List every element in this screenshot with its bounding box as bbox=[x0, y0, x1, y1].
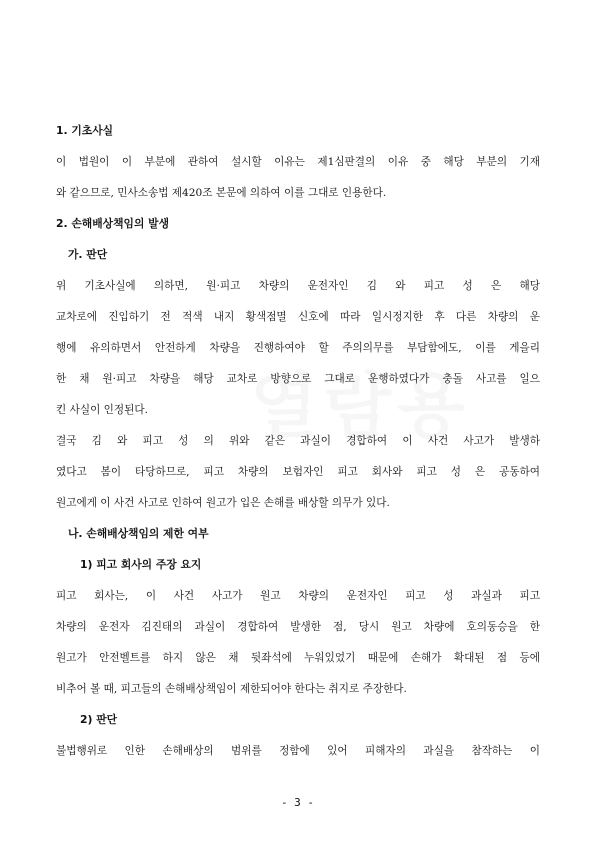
section-heading-liability: 2. 손해배상책임의 발생 bbox=[56, 217, 169, 230]
item-heading-defendant-claim: 1) 피고 회사의 주장 요지 bbox=[80, 558, 202, 571]
item-heading-judgment: 2) 판단 bbox=[80, 713, 118, 726]
paragraph-line: 이 법원이 이 부분에 관하여 설시할 이유는 제1심판결의 이유 중 해당 부분의 기재 bbox=[56, 156, 540, 168]
paragraph-line: 원고에게 이 사건 사고로 인하여 원고가 입은 손해를 배상할 의무가 있다. bbox=[56, 497, 390, 509]
paragraph-line: 결국 김 와 피고 성 의 위와 같은 과실이 경합하여 이 사건 사고가 발생하 bbox=[56, 435, 540, 447]
paragraph-line: 킨 사실이 인정된다. bbox=[56, 404, 148, 416]
paragraph-line: 원고가 안전벨트를 하지 않은 채 뒷좌석에 누워있었기 때문에 손해가 확대된 점 등에 bbox=[56, 652, 540, 664]
subsection-heading-limitation: 나. 손해배상책임의 제한 여부 bbox=[68, 527, 209, 540]
paragraph-line: 였다고 봄이 타당하므로, 피고 차량의 보험자인 피고 회사와 피고 성 은 공동하여 bbox=[56, 466, 540, 478]
paragraph-line: 피고 회사는, 이 사건 사고가 원고 차량의 운전자인 피고 성 과실과 피고 bbox=[56, 590, 540, 602]
paragraph-line: 행에 유의하면서 안전하게 차량을 진행하여야 할 주의의무를 부담함에도, 이를 게을리 bbox=[56, 342, 540, 354]
paragraph-line: 와 같으므로, 민사소송법 제420조 본문에 의하여 이를 그대로 인용한다. bbox=[56, 187, 387, 199]
paragraph-line: 불법행위로 인한 손해배상의 범위를 정함에 있어 피해자의 과실을 참작하는 이 bbox=[56, 745, 540, 757]
paragraph-line: 비추어 볼 때, 피고들의 손해배상책임이 제한되어야 한다는 취지로 주장한다. bbox=[56, 683, 407, 695]
paragraph-line: 한 채 원·피고 차량을 해당 교차로 방향으로 그대로 운행하였다가 충돌 사고를 일으 bbox=[56, 373, 540, 385]
section-heading-basic-facts: 1. 기초사실 bbox=[56, 124, 114, 137]
paragraph-line: 차량의 운전자 김진태의 과실이 경합하여 발생한 점, 당시 원고 차량에 호의동승을 한 bbox=[56, 621, 540, 633]
paragraph-line: 교차로에 진입하기 전 적색 내지 황색점멸 신호에 따라 일시정지한 후 다른 차량의 운 bbox=[56, 311, 540, 323]
paragraph-line: 위 기초사실에 의하면, 원·피고 차량의 운전자인 김 와 피고 성 은 해당 bbox=[56, 280, 540, 292]
page-number: - 3 - bbox=[280, 796, 315, 809]
subsection-heading-judgment: 가. 판단 bbox=[68, 248, 108, 261]
